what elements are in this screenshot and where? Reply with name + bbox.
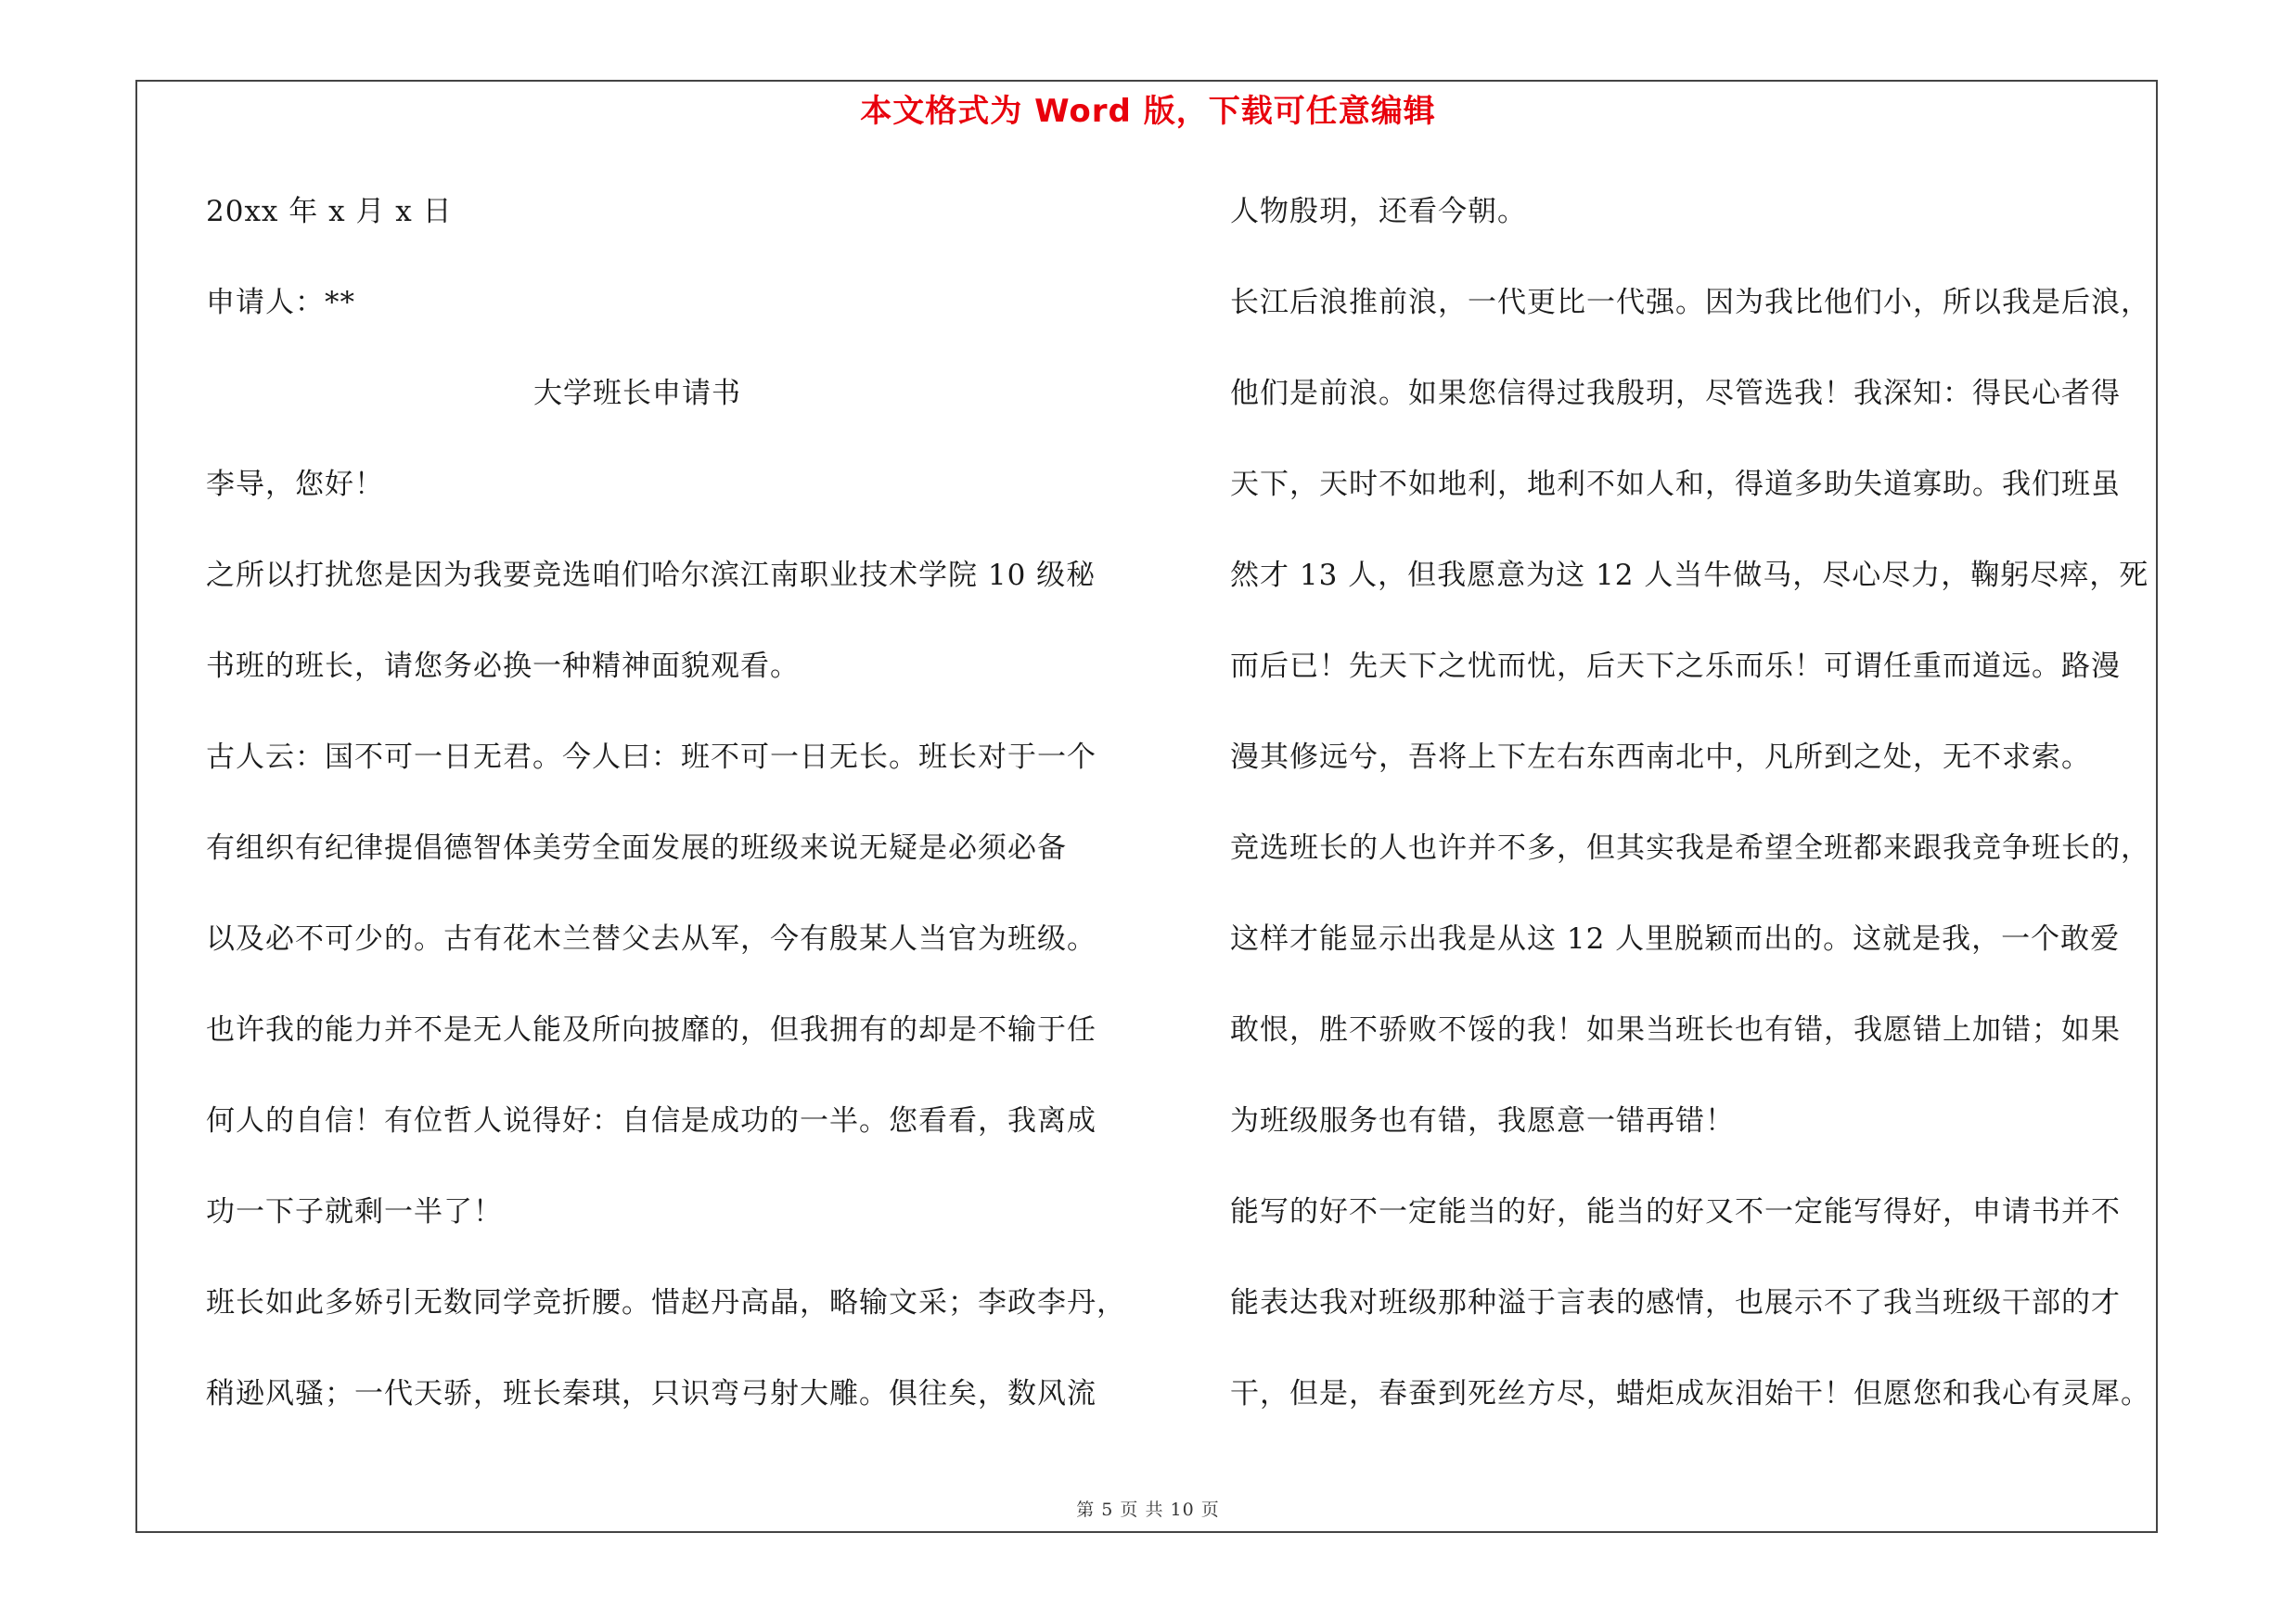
body-line: 这样才能显示出我是从这 12 人里脱颖而出的。这就是我，一个敢爱 [1230,922,2121,956]
body-line: 也许我的能力并不是无人能及所向披靡的，但我拥有的却是不输于任 [206,1013,1097,1047]
body-line: 为班级服务也有错，我愿意一错再错！ [1230,1104,1735,1138]
body-line: 书班的班长，请您务必换一种精神面貌观看。 [206,650,800,683]
body-line: 古人云：国不可一日无君。今人曰：班不可一日无长。班长对于一个 [206,741,1097,774]
body-line: 长江后浪推前浪，一代更比一代强。因为我比他们小，所以我是后浪， [1230,286,2150,319]
body-line: 能表达我对班级那种溢于言表的感情，也展示不了我当班级干部的才 [1230,1286,2121,1320]
body-line: 竞选班长的人也许并不多，但其实我是希望全班都来跟我竞争班长的， [1230,831,2150,865]
left-column [206,184,1143,1457]
applicant-line: 申请人：** [206,286,355,319]
body-line: 以及必不可少的。古有花木兰替父去从军，今有殷某人当官为班级。 [206,922,1097,956]
body-line: 之所以打扰您是因为我要竞选咱们哈尔滨江南职业技术学院 10 级秘 [206,559,1097,592]
body-line: 漫其修远兮，吾将上下左右东西南北中，凡所到之处，无不求索。 [1230,741,2091,774]
body-line: 功一下子就剩一半了！ [206,1195,503,1229]
body-line: 干，但是，春蚕到死丝方尽，蜡炬成灰泪始干！但愿您和我心有灵犀。 [1230,1377,2150,1410]
document-title: 大学班长申请书 [533,377,741,410]
right-column [1230,184,2152,1457]
format-banner: 本文格式为 Word 版，下载可任意编辑 [860,93,1436,130]
body-line: 能写的好不一定能当的好，能当的好又不一定能写得好，申请书并不 [1230,1195,2121,1229]
body-line: 而后已！先天下之忧而忧，后天下之乐而乐！可谓任重而道远。路漫 [1230,650,2121,683]
body-line: 人物殷玥，还看今朝。 [1230,195,1527,228]
body-line: 他们是前浪。如果您信得过我殷玥，尽管选我！我深知：得民心者得 [1230,377,2121,410]
body-line: 何人的自信！有位哲人说得好：自信是成功的一半。您看看，我离成 [206,1104,1097,1138]
body-line: 班长如此多娇引无数同学竞折腰。惜赵丹高晶，略输文采；李政李丹， [206,1286,1126,1320]
body-line: 天下，天时不如地利，地利不如人和，得道多助失道寡助。我们班虽 [1230,468,2121,501]
body-line: 有组织有纪律提倡德智体美劳全面发展的班级来说无疑是必须必备 [206,831,1067,865]
body-line: 稍逊风骚；一代天骄，班长秦琪，只识弯弓射大雕。俱往矣，数风流 [206,1377,1097,1410]
salutation-line: 李导，您好！ [206,468,384,501]
page-number: 第 5 页 共 10 页 [1076,1500,1220,1520]
date-line: 20xx 年 x 月 x 日 [206,195,453,228]
body-line: 敢恨，胜不骄败不馁的我！如果当班长也有错，我愿错上加错；如果 [1230,1013,2121,1047]
body-line: 然才 13 人，但我愿意为这 12 人当牛做马，尽心尽力，鞠躬尽瘁，死 [1230,559,2149,592]
